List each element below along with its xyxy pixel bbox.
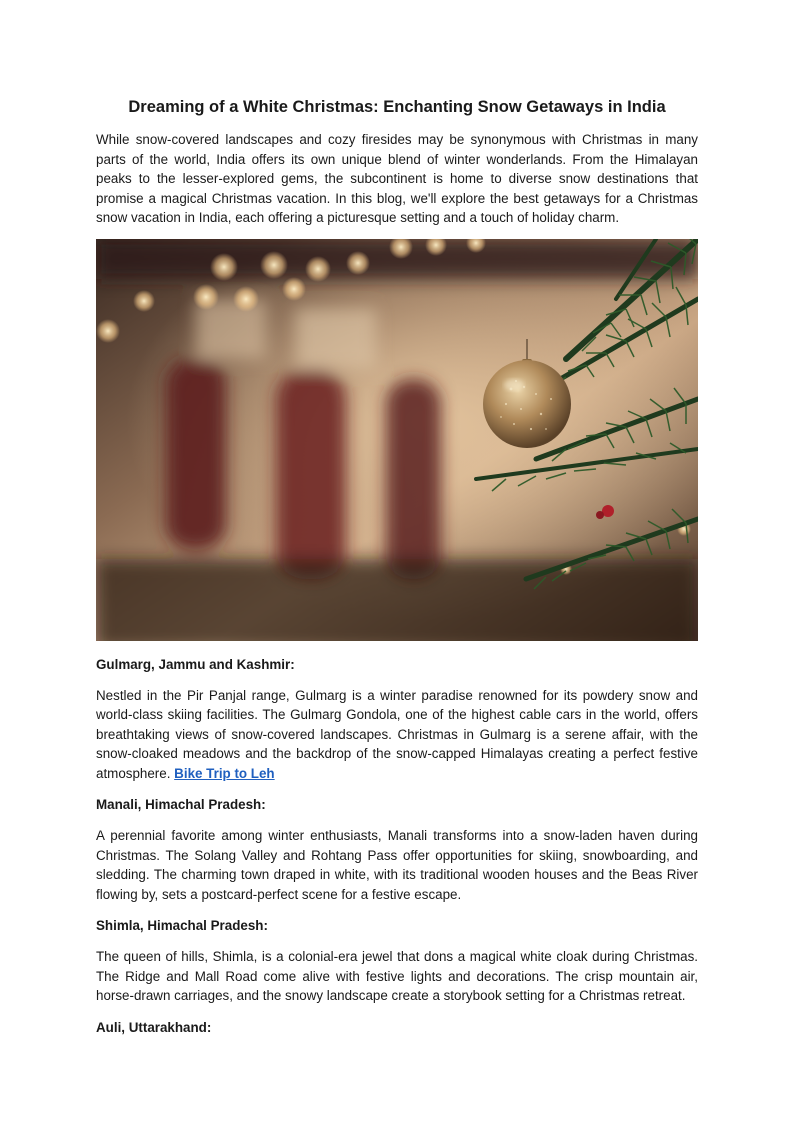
section-heading-manali: Manali, Himachal Pradesh: bbox=[96, 797, 266, 812]
section-heading-shimla: Shimla, Himachal Pradesh: bbox=[96, 918, 268, 933]
section-body-manali: A perennial favorite among winter enthusiasts, Manali transforms into a snow-laden haven during Christmas. The Solang Valley and Rohtang Pass offer opportunities for skiing, snowboarding, and sledding. The charming town draped in white, with its traditional wooden houses and the Beas River flowing by, sets a postcard-perfect scene for a festive escape. bbox=[96, 828, 698, 902]
section-body-gulmarg bbox=[96, 686, 698, 784]
section-body-shimla: The queen of hills, Shimla, is a colonial-era jewel that dons a magical white cloak during Christmas. The Ridge and Mall Road come alive with festive lights and decorations. The crisp mountain air, horse-drawn carriages, and the snowy landscape create a storybook setting for a Christmas retreat. bbox=[96, 949, 698, 1003]
document-page bbox=[96, 96, 698, 1049]
christmas-photo bbox=[96, 239, 698, 641]
page-title: Dreaming of a White Christmas: Enchanting Snow Getaways in India bbox=[128, 98, 666, 116]
section-heading-auli: Auli, Uttarakhand: bbox=[96, 1019, 212, 1035]
ornament-ball bbox=[483, 360, 571, 448]
bike-trip-to-leh-link[interactable]: Bike Trip to Leh bbox=[174, 765, 275, 781]
gulmarg-body-text: Nestled in the Pir Panjal range, Gulmarg is a winter paradise renowned for its powdery snow and world-class skiing facilities. The Gulmarg Gondola, one of the highest cable cars in the world, offers breathtaking views of snow-covered landscapes. Christmas in Gulmarg is a serene affair, with the snow-cloaked meadows and the backdrop of the snow-capped Himalayas creating a perfect festive atmosphere. bbox=[96, 687, 698, 781]
section-heading-gulmarg: Gulmarg, Jammu and Kashmir: bbox=[96, 656, 295, 672]
intro-paragraph: While snow-covered landscapes and cozy firesides may be synonymous with Christmas in many parts of the world, India offers its own unique blend of winter wonderlands. From the Himalayan peaks to the lesser-explored gems, the subcontinent is home to diverse snow destinations that promise a magical Christmas vacation. In this blog, we'll explore the best getaways for a Christmas snow vacation in India, each offering a picturesque setting and a touch of holiday charm. bbox=[96, 132, 698, 225]
